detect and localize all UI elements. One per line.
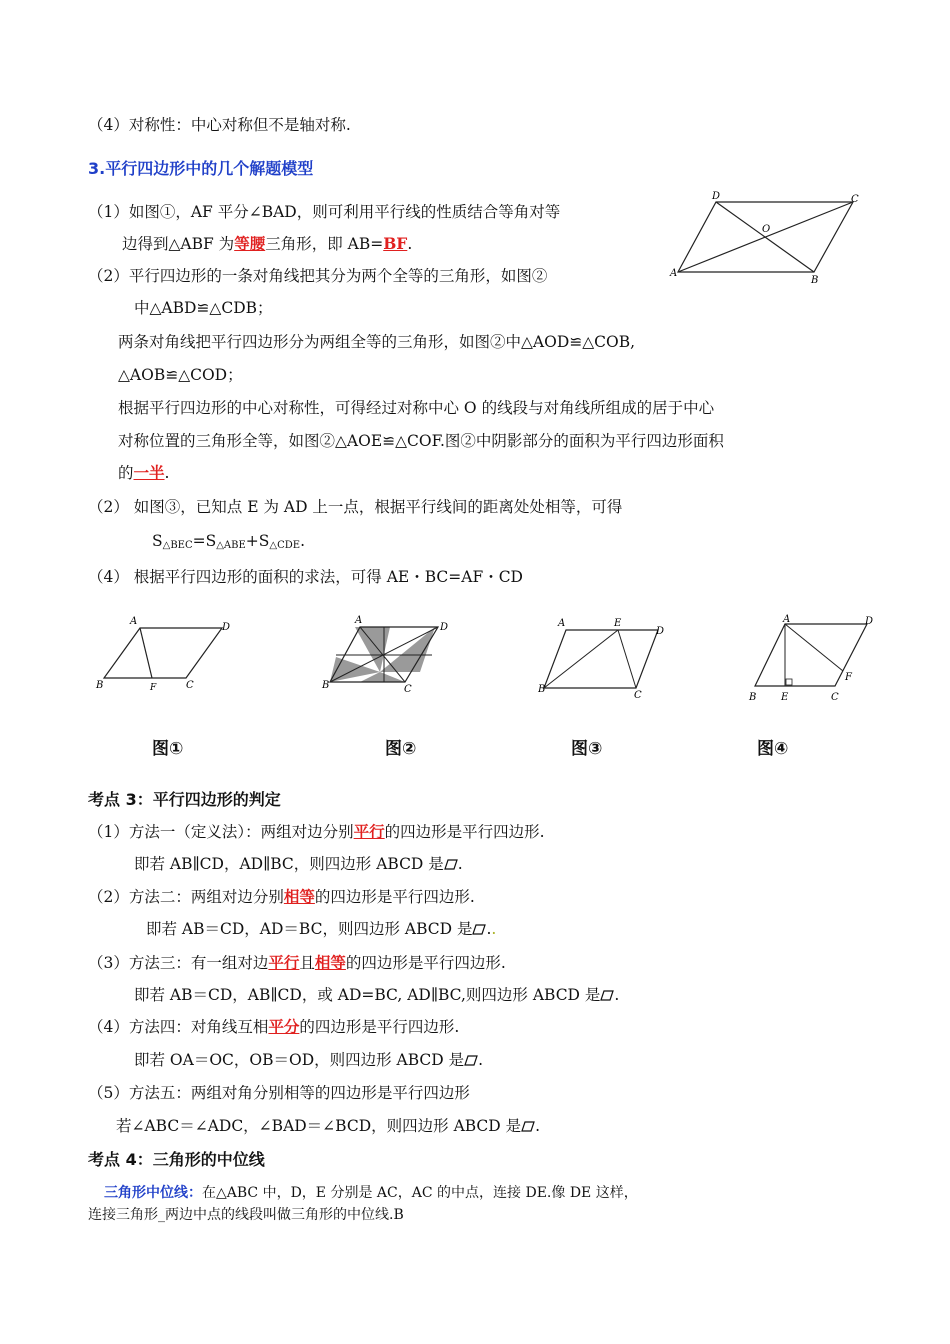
svg-text:E: E [781,692,789,703]
svg-text:C: C [404,684,412,695]
parallelogram-diagonals-figure [668,190,868,290]
answer-blank: 等腰 [234,234,266,253]
method-4-line: （4）方法四：对角线互相平分的四边形是平行四边形. [88,1017,460,1036]
svg-text:B: B [96,680,104,691]
answer-blank: BF [383,234,408,253]
model-2-line-7: 的一半. [118,463,170,482]
parallelogram-symbol [444,859,458,870]
section-heading-models: 3.平行四边形中的几个解题模型 [88,159,314,178]
label-D: D [712,191,721,202]
label-O: O [762,224,771,235]
method-1-example: 即若 AB∥CD，AD∥BC，则四边形 ABCD 是 . [134,855,463,873]
model-4-line: （4） 根据平行四边形的面积的求法，可得 AE・BC=AF・CD [88,568,523,586]
midline-definition-line-1: 三角形中位线：在△ABC 中，D，E 分别是 AC，AC 的中点，连接 DE.像 DE 这样， [104,1185,638,1201]
answer-blank: 平分 [268,1017,300,1036]
svg-text:E: E [614,618,622,629]
svg-text:F: F [845,672,852,683]
svg-text:F: F [150,683,157,693]
answer-blank: 相等 [314,953,346,972]
model-2-line-5: 根据平行四边形的中心对称性，可得经过对称中心 O 的线段与对角线所组成的居于中心 [118,399,715,417]
answer-blank: 相等 [283,887,315,906]
model-2-line-4: △AOB≌△COD； [118,366,243,384]
caption-figure-1: 图① [152,739,184,759]
figure-4 [745,612,880,712]
answer-blank: 平行 [353,822,385,841]
figure-3 [538,612,668,707]
method-5-line: （5）方法五：两组对角分别相等的四边形是平行四边形 [88,1084,470,1102]
midline-definition-line-2: 连接三角形_两边中点的线段叫做三角形的中位线.B [88,1207,404,1223]
caption-figure-2: 图② [385,739,417,759]
parallelogram-symbol [600,990,614,1001]
svg-text:D: D [656,626,665,637]
model-3-line-1: （2） 如图③，已知点 E 为 AD 上一点，根据平行线间的距离处处相等，可得 [88,498,623,516]
method-1-line: （1）方法一（定义法）：两组对边分别平行的四边形是平行四边形. [88,822,545,841]
property-line: （4）对称性：中心对称但不是轴对称. [88,116,351,134]
method-3-line: （3）方法三：有一组对边平行且相等的四边形是平行四边形. [88,953,506,972]
figure-2-shaded [320,612,460,702]
svg-text:A: A [558,618,566,629]
answer-blank: 平行 [268,953,300,972]
method-2-line: （2）方法二：两组对边分别相等的四边形是平行四边形. [88,887,475,906]
svg-text:C: C [186,680,194,691]
method-3-example: 即若 AB＝CD，AB∥CD，或 AD=BC, AD∥BC,则四边形 ABCD 是 . [134,986,620,1004]
model-2-line-6: 对称位置的三角形全等，如图②△AOE≌△COF.图②中阴影部分的面积为平行四边形面积 [118,432,724,450]
section-heading-criteria: 考点 3：平行四边形的判定 [88,790,281,809]
svg-text:A: A [130,616,138,627]
section-heading-midline: 考点 4：三角形的中位线 [88,1150,265,1169]
model-2-line-3: 两条对角线把平行四边形分为两组全等的三角形，如图②中△AOD≌△COB, [118,333,636,351]
svg-text:B: B [322,680,330,691]
figure-1 [92,612,242,712]
parallelogram-symbol [464,1055,478,1066]
svg-text:A: A [783,614,791,625]
model-2-line-2: 中△ABD≌△CDB； [134,299,273,317]
parallelogram-symbol [472,924,486,935]
label-B: B [811,275,819,286]
svg-text:B: B [749,692,757,703]
svg-text:A: A [355,615,363,626]
model-2-line-1: （2）平行四边形的一条对角线把其分为两个全等的三角形，如图② [88,267,548,285]
svg-text:D: D [865,616,874,627]
method-5-example: 若∠ABC＝∠ADC，∠BAD＝∠BCD，则四边形 ABCD 是 . [116,1117,541,1135]
method-4-example: 即若 OA＝OC，OB＝OD，则四边形 ABCD 是 . [134,1051,484,1069]
svg-text:B: B [538,684,546,695]
svg-text:C: C [634,690,642,701]
answer-blank: 一半 [133,463,165,482]
method-2-example: 即若 AB＝CD，AD＝BC，则四边形 ABCD 是 .. [146,920,497,938]
caption-figure-3: 图③ [571,739,603,759]
model-1-line-2: 边得到△ABF 为等腰三角形，即 AB=BF. [122,234,413,253]
svg-text:D: D [222,622,231,633]
svg-text:C: C [831,692,839,703]
parallelogram-symbol [521,1121,535,1132]
svg-text:D: D [440,622,449,633]
model-1-line-1: （1）如图①，AF 平分∠BAD，则可利用平行线的性质结合等角对等 [88,203,561,221]
label-A: A [670,268,678,279]
label-C: C [851,194,859,205]
caption-figure-4: 图④ [757,739,789,759]
model-3-formula: $S_{\triangle BEC}=S_{\triangle ABE}+S_{\triangle CDE}$. [152,532,306,551]
